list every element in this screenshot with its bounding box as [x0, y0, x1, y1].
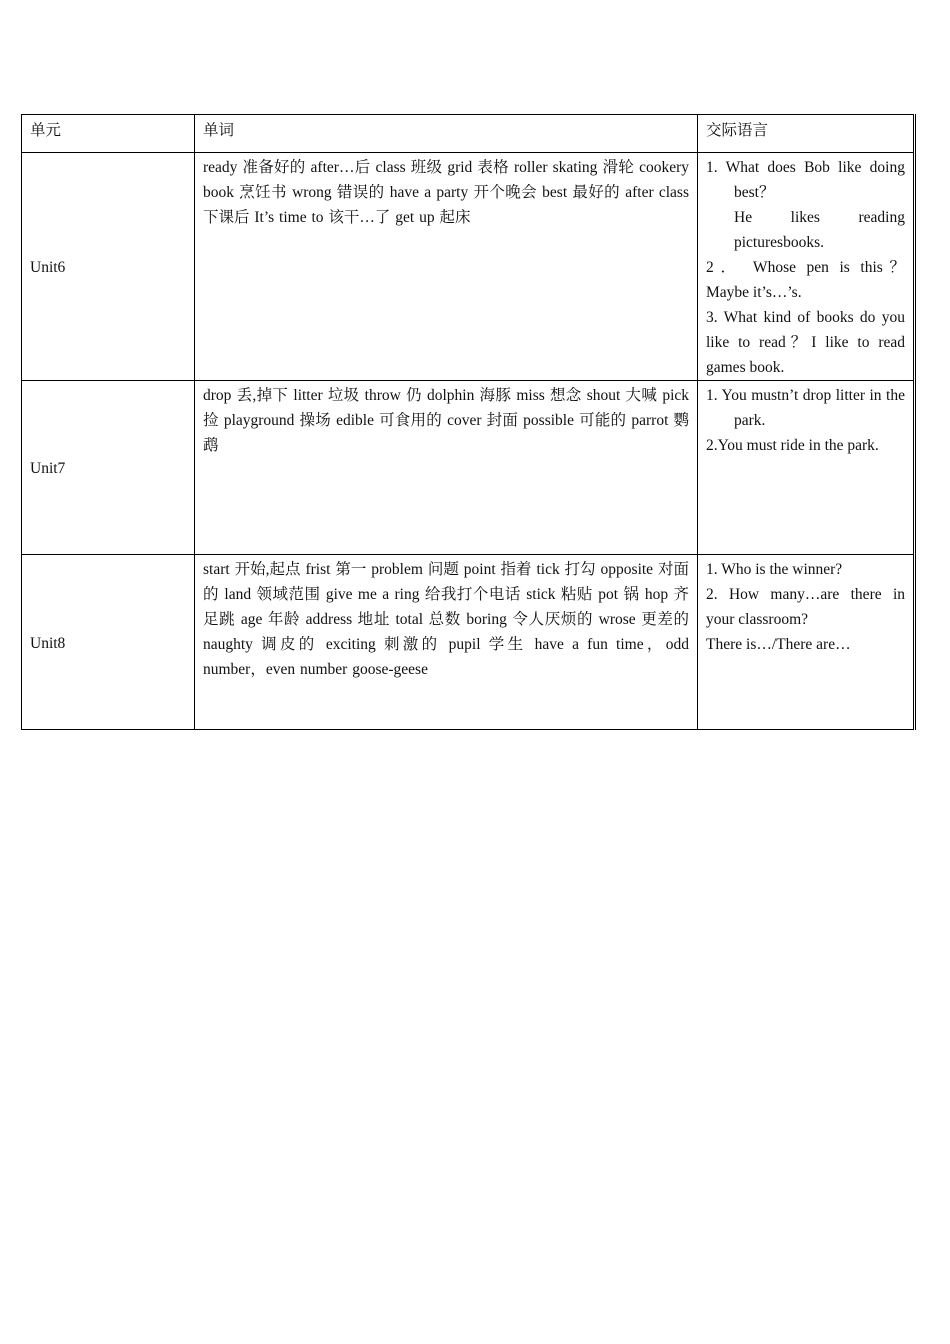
language-item: 1. You mustn’t drop litter in the park.: [706, 387, 905, 429]
language-word: He: [734, 209, 753, 226]
words-cell: [195, 555, 698, 730]
language-item: 3. What kind of books do you like to read？I like to read games book.: [706, 309, 905, 376]
words-cell: [195, 381, 698, 555]
language-word: reading: [858, 209, 905, 226]
table-row-unit6: [22, 153, 915, 381]
unit-cell: Unit8: [22, 555, 195, 730]
language-item: 2. How many…are there in your classroom?: [706, 586, 905, 628]
header-language: 交际语言: [698, 115, 915, 153]
words-cell: [195, 153, 698, 381]
language-word: likes: [790, 209, 820, 226]
words-text: drop 丢,掉下 litter 垃圾 throw 仍 dolphin 海豚 miss 想念 shout 大喊 pick 捡 playground 操场 edible 可食用的 cover 封面 possible 可能的 parrot 鹦鹉: [203, 387, 689, 454]
language-cell: [698, 555, 915, 730]
language-cell: [698, 381, 915, 555]
table-header-row: [22, 115, 915, 153]
table-row-unit8: [22, 555, 915, 730]
language-cell: [698, 153, 915, 381]
language-item: [706, 205, 905, 230]
language-item: 2． Whose pen is this？ Maybe it’s…’s.: [706, 259, 905, 301]
unit-cell: Unit7: [22, 381, 195, 555]
header-unit: 单元: [22, 115, 195, 153]
vocabulary-table: [21, 114, 916, 730]
language-item: picturesbooks.: [734, 234, 824, 251]
words-text: ready 准备好的 after…后 class 班级 grid 表格 roller skating 滑轮 cookery book 烹饪书 wrong 错误的 have a party 开个晚会 best 最好的 after class 下课后 It’s time to 该干…了 get up 起床: [203, 159, 689, 226]
words-text: start 开始,起点 frist 第一 problem 问题 point 指着 tick 打勾 opposite 对面的 land 领域范围 give me a ring 给我打个电话 stick 粘贴 pot 锅 hop 齐足跳 age 年龄 address 地址 total 总数 boring 令人厌烦的 wrose 更差的 naughty 调皮的 exciting 刺激的 pupil 学生 have a fun time，odd number，even number goose-geese: [203, 561, 689, 678]
language-item: 2.You must ride in the park.: [706, 437, 879, 454]
language-item: 1. Who is the winner?: [706, 561, 843, 578]
unit-cell: Unit6: [22, 153, 195, 381]
header-words: 单词: [195, 115, 698, 153]
language-item: 1. What does Bob like doing best？: [706, 159, 905, 201]
table-row-unit7: [22, 381, 915, 555]
language-item: There is…/There are…: [706, 636, 851, 653]
